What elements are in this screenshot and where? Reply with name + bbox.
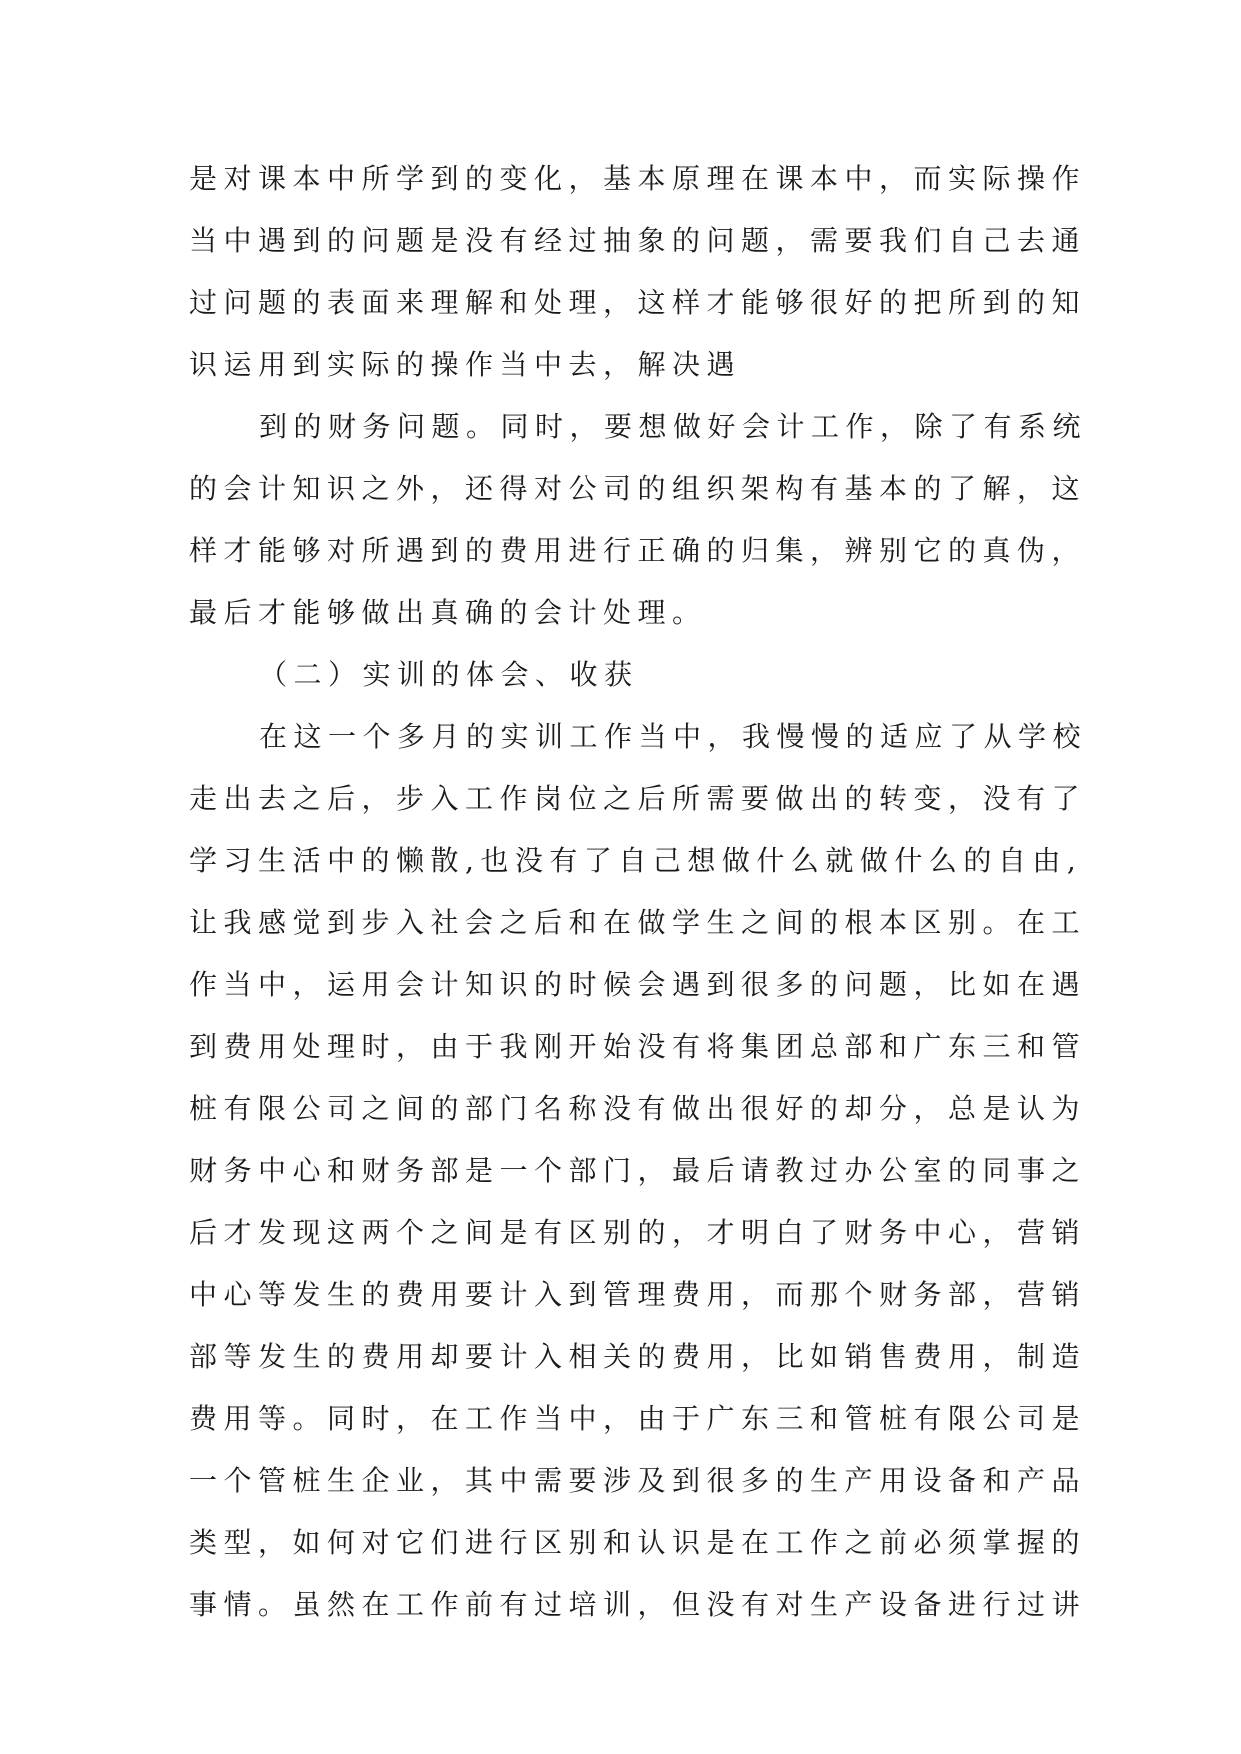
text-line: 识运用到实际的操作当中去，解决遇 [189, 348, 742, 381]
text-line: 走出去之后，步入工作岗位之后所需要做出的转变，没有了 [189, 782, 1087, 815]
text-line: 后才发现这两个之间是有区别的，才明白了财务中心，营销 [189, 1216, 1087, 1249]
text-line: 最后才能够做出真确的会计处理。 [189, 596, 707, 629]
document-body [189, 148, 1088, 1636]
text-line: 事情。虽然在工作前有过培训，但没有对生产设备进行过讲 [189, 1588, 1087, 1621]
text-line: 部等发生的费用却要计入相关的费用，比如销售费用，制造 [189, 1340, 1087, 1373]
text-line: 类型，如何对它们进行区别和认识是在工作之前必须掌握的 [189, 1526, 1087, 1559]
text-line: 费用等。同时，在工作当中，由于广东三和管桩有限公司是 [189, 1402, 1087, 1435]
text-line: 是对课本中所学到的变化，基本原理在课本中，而实际操作 [189, 162, 1087, 195]
text-line: 作当中，运用会计知识的时候会遇到很多的问题，比如在遇 [189, 968, 1087, 1001]
paragraph-first-line: 在这一个多月的实训工作当中，我慢慢的适应了从学校 [259, 720, 1088, 753]
text-line: 让我感觉到步入社会之后和在做学生之间的根本区别。在工 [189, 906, 1087, 939]
text-line: 桩有限公司之间的部门名称没有做出很好的却分，总是认为 [189, 1092, 1087, 1125]
text-line: 一个管桩生企业，其中需要涉及到很多的生产用设备和产品 [189, 1464, 1087, 1497]
section-heading: （二）实训的体会、收获 [259, 658, 639, 691]
text-line: 样才能够对所遇到的费用进行正确的归集，辨别它的真伪， [189, 534, 1087, 567]
text-line: 财务中心和财务部是一个部门，最后请教过办公室的同事之 [189, 1154, 1087, 1187]
text-line: 当中遇到的问题是没有经过抽象的问题，需要我们自己去通 [189, 224, 1087, 257]
text-line: 的会计知识之外，还得对公司的组织架构有基本的了解，这 [189, 472, 1087, 505]
text-line: 学习生活中的懒散,也没有了自己想做什么就做什么的自由, [189, 844, 1083, 877]
text-line: 到费用处理时，由于我刚开始没有将集团总部和广东三和管 [189, 1030, 1087, 1063]
text-line: 过问题的表面来理解和处理，这样才能够很好的把所到的知 [189, 286, 1087, 319]
paragraph-first-line: 到的财务问题。同时，要想做好会计工作，除了有系统 [259, 410, 1088, 443]
text-line: 中心等发生的费用要计入到管理费用，而那个财务部，营销 [189, 1278, 1087, 1311]
